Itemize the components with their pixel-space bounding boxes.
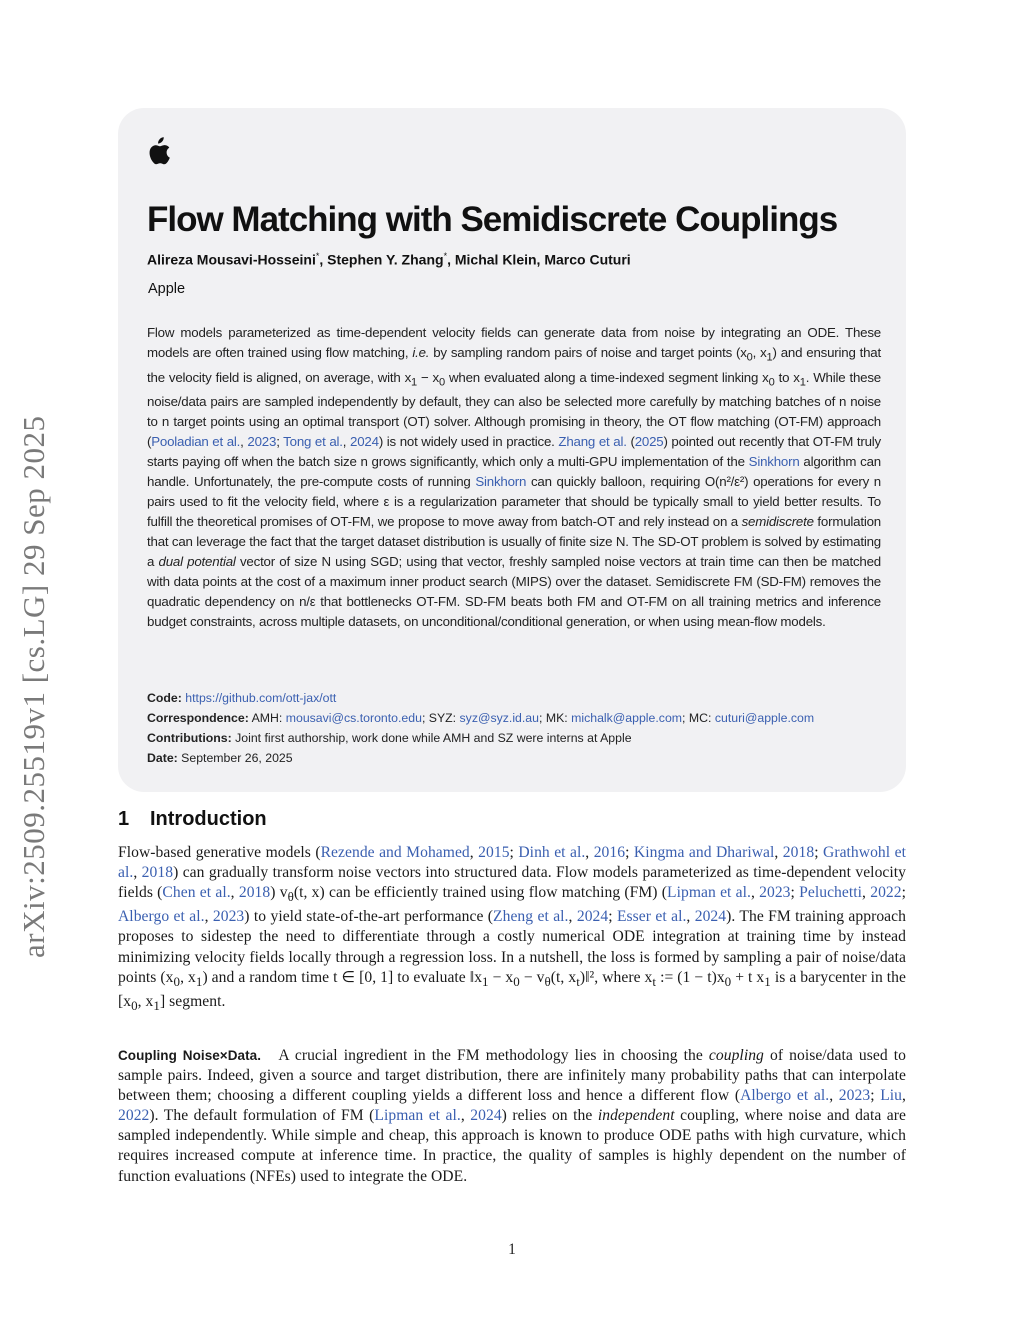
citation-link[interactable]: Albergo et al. — [740, 1087, 830, 1105]
citation-link[interactable]: Kingma and Dhariwal — [633, 844, 775, 861]
paper-metadata — [147, 688, 887, 768]
citation-year-link[interactable]: 2016 — [593, 844, 626, 861]
citation-year-link[interactable]: 2025 — [634, 434, 664, 450]
coupling-paragraph: Coupling Noise×Data. A crucial ingredient in the FM methodology lies in choosing the coupling of noise/data used to sample pairs. Indeed, given a source and target distribution, there are infinitely many probability paths that can interpolate between them; choosing a different coupling yields a different loss and hence a different flow (Albergo et al., 2023; Liu, 2022). The default formulation of FM (Lipman et al., 2024) relies on the independent coupling, where noise and data are sampled independently. While simple and cheap, this approach is known to produce ODE paths with high curvature, which requires increased compute at inference time. In practice, the quality of samples is highly dependent on the number of function evaluations (NFEs) used to integrate the ODE. — [118, 1047, 906, 1185]
citation-link[interactable]: Tong et al. — [283, 434, 343, 450]
arxiv-identifier: arXiv:2509.25519v1 [cs.LG] 29 Sep 2025 — [16, 415, 51, 958]
citation-link[interactable]: Dinh et al. — [518, 844, 586, 861]
intro-paragraph: Flow-based generative models (Rezende and Mohamed, 2015; Dinh et al., 2016; Kingma and Dhariwal, 2018; Grathwohl et al., 2018) can gradually transform noise vectors into structured data. Flow models parameterized as time-dependent velocity fields (Chen et al., 2018) $v_\theta(t$, x) can be efficiently trained using flow matching (FM) (Lipman et al., 2023; Peluchetti, 2022; Albergo et al., 2023) to yield state-of-the-art performance (Zheng et al., 2024; Esser et al., 2024). The FM training approach proposes to sidestep the need to differentiate through a costly numerical ODE integration at training time by instead minimizing velocity fields locally through a regression loss. In a nutshell, the loss is formed by sampling a pair of noise/data points ($x_0$, $x_1$) and a random time t ∈ [0, 1] to evaluate $‖x_1 - x_0 - v_\theta(t$, $x_t)‖^2$, where $x_t$ := $(1 - t)x_0 + t$ $x_1$ is a barycenter in the [$x_0$, $x_1$] segment. — [118, 844, 906, 1013]
citation-link[interactable]: Zheng et al. — [493, 908, 569, 926]
page-number: 1 — [508, 1241, 516, 1258]
run-in-heading: Coupling Noise×Data. — [118, 1048, 262, 1063]
email-link[interactable]: cuturi@apple.com — [714, 711, 815, 725]
citation-link[interactable]: Zhang et al. — [558, 434, 627, 450]
citation-year-link[interactable]: 2023 — [759, 884, 791, 902]
equal-contribution-mark: * — [315, 251, 320, 261]
equal-contribution-mark: * — [443, 251, 448, 261]
citation-link[interactable]: Peluchetti — [799, 884, 863, 902]
email-link[interactable]: michalk@apple.com — [571, 711, 683, 725]
author-name: Alireza Mousavi-Hosseini — [147, 251, 316, 268]
section-heading: 1 Introduction — [118, 808, 267, 830]
correspondence-row: Correspondence: AMH: mousavi@cs.toronto.edu; SYZ: syz@syz.id.au; MK: michalk@apple.com; MC: cuturi@apple.com — [147, 711, 815, 725]
citation-link[interactable]: Liu — [880, 1087, 903, 1105]
citation-year-link[interactable]: 2022 — [118, 1107, 150, 1125]
citation-link[interactable]: Pooladian et al. — [151, 434, 241, 450]
citation-year-link[interactable]: 2024 — [350, 434, 379, 450]
affiliation: Apple — [148, 281, 186, 297]
email-link[interactable]: mousavi@cs.toronto.edu — [285, 711, 422, 725]
sinkhorn-link[interactable]: Sinkhorn — [748, 454, 800, 470]
citation-link[interactable]: Grathwohl et al. — [118, 844, 906, 882]
citation-link[interactable]: Esser et al. — [616, 908, 687, 926]
sinkhorn-link[interactable]: Sinkhorn — [475, 474, 527, 490]
author-name: Marco Cuturi — [544, 251, 631, 268]
author-name: Stephen Y. Zhang — [327, 251, 444, 268]
citation-year-link[interactable]: 2023 — [212, 908, 245, 926]
citation-year-link[interactable]: 2023 — [838, 1087, 871, 1105]
citation-link[interactable]: Lipman et al. — [374, 1107, 461, 1125]
paper-title: Flow Matching with Semidiscrete Couplings — [147, 200, 838, 239]
citation-year-link[interactable]: 2018 — [238, 884, 271, 902]
email-link[interactable]: syz@syz.id.au — [459, 711, 539, 725]
citation-link[interactable]: Rezende and Mohamed — [320, 844, 470, 861]
citation-link[interactable]: Albergo et al. — [118, 908, 205, 926]
citation-year-link[interactable]: 2024 — [470, 1107, 502, 1125]
citation-link[interactable]: Chen et al. — [162, 884, 231, 902]
citation-year-link[interactable]: 2024 — [694, 908, 727, 926]
code-url-link[interactable]: https://github.com/ott-jax/ott — [185, 691, 337, 705]
contributions-row: Contributions: Joint first authorship, work done while AMH and SZ were interns at Apple — [147, 731, 632, 745]
code-row: Code: https://github.com/ott-jax/ott — [147, 691, 337, 705]
citation-year-link[interactable]: 2018 — [782, 844, 815, 861]
date-row: Date: September 26, 2025 — [147, 751, 293, 765]
citation-year-link[interactable]: 2023 — [247, 434, 277, 450]
author-name: Michal Klein — [454, 251, 537, 268]
citation-year-link[interactable]: 2024 — [576, 908, 609, 926]
abstract: Flow models parameterized as time-dependent velocity fields can generate data from noise by integrating an ODE. These models are often trained using flow matching, i.e. by sampling random pairs of noise and target points ($x_0$, $x_1$) and ensuring that the velocity field is aligned, on average, with $x_1 - x_0$ when evaluated along a time-indexed segment linking $x_0$ to $x_1$. While these noise/data pairs are sampled independently by default, they can also be selected more carefully by matching batches of n noise to n target points using an optimal transport (OT) solver. Although promising in theory, the OT flow matching (OT-FM) approach (Pooladian et al., 2023; Tong et al., 2024) is not widely used in practice. Zhang et al. (2025) pointed out recently that OT-FM truly starts paying off when the batch size n grows significantly, which only a multi-GPU implementation of the Sinkhorn algorithm can handle. Unfortunately, the pre-compute costs of running Sinkhorn can quickly balloon, requiring O(n²/ε²) operations for every n pairs used to fit the velocity field, where ε is a regularization parameter that should be typically small to yield better results. To fulfill the theoretical promises of OT-FM, we propose to move away from batch-OT and rely instead on a semidiscrete formulation that can leverage the fact that the target dataset distribution is usually of finite size N. The SD-OT problem is solved by estimating a dual potential vector of size N using SGD; using that vector, freshly sampled noise vectors at train time can then be matched with data points at the cost of a maximum inner product search (MIPS) over the dataset. Semidiscrete FM (SD-FM) removes the quadratic dependency on n/ε that bottlenecks OT-FM. SD-FM beats both FM and OT-FM on all training metrics and inference budget constraints, across multiple datasets, on unconditional/conditional generation, or when using mean-flow models. — [147, 325, 881, 630]
citation-link[interactable]: Lipman et al. — [667, 884, 751, 902]
apple-logo-icon — [145, 136, 171, 167]
author-list: Alireza Mousavi-Hosseini*, Stephen Y. Zhang*, Michal Klein, Marco Cuturi — [147, 251, 631, 268]
citation-year-link[interactable]: 2015 — [478, 844, 510, 861]
citation-year-link[interactable]: 2022 — [870, 884, 902, 902]
citation-year-link[interactable]: 2018 — [141, 864, 174, 882]
